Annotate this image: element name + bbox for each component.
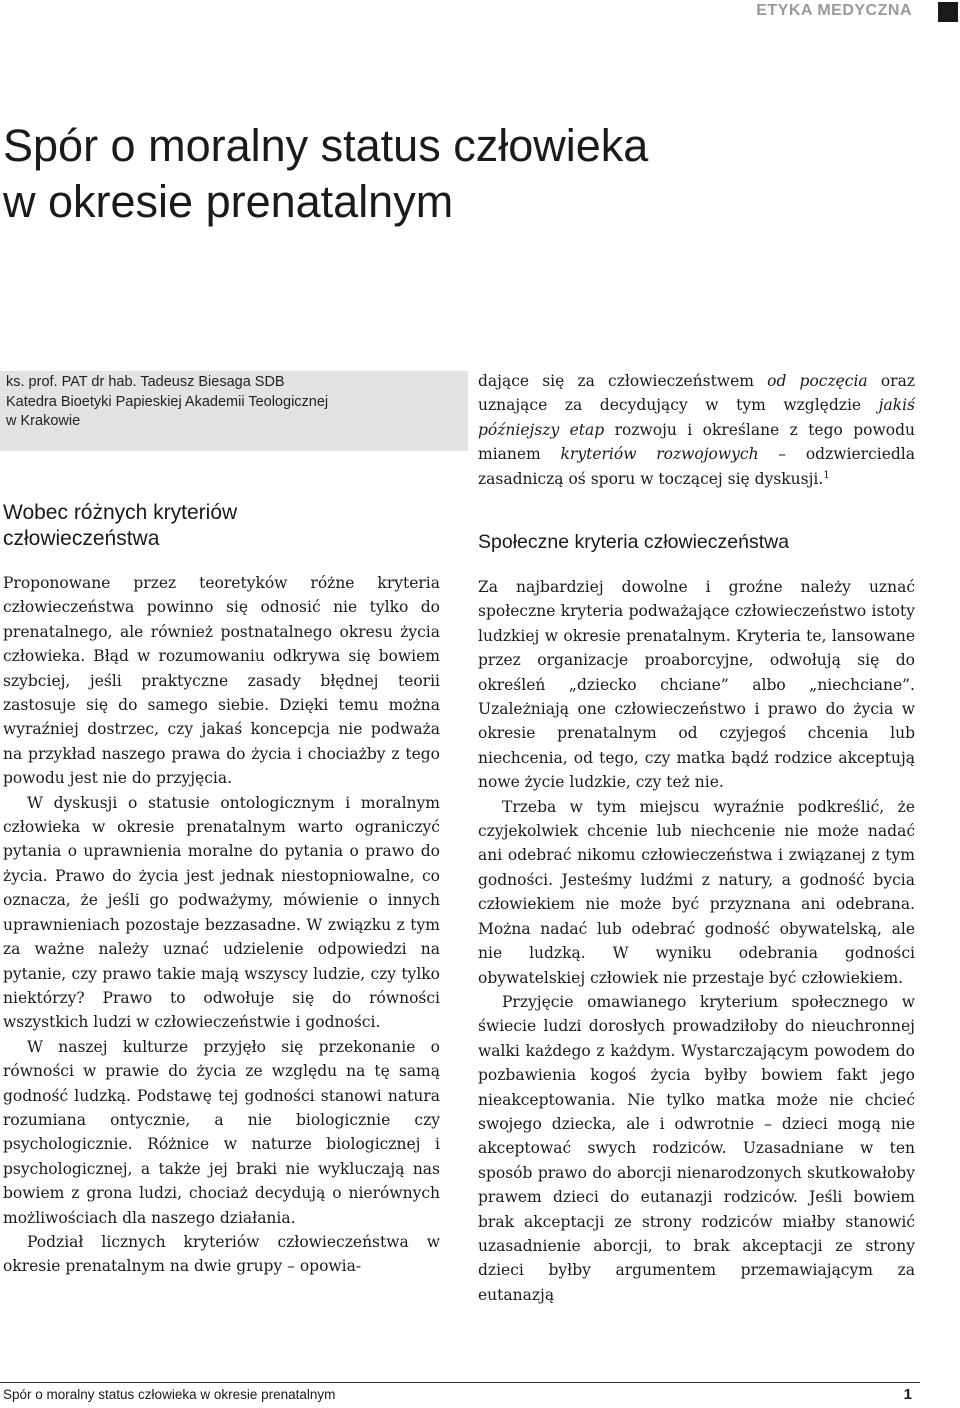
footnote-reference[interactable]: 1 <box>823 469 830 481</box>
section-heading-1 <box>3 500 443 552</box>
article-title <box>3 118 903 230</box>
page-number: 1 <box>903 1386 912 1403</box>
emphasis: jakiś późniejszy etap <box>478 396 915 439</box>
title-line-2: w okresie prenatalnym <box>3 176 454 227</box>
section-heading-2: Społeczne kryteria człowieczeństwa <box>478 531 790 553</box>
footer-divider <box>0 1382 920 1383</box>
title-line-1: Spór o moralny status człowieka <box>3 120 649 171</box>
text-run: – odzwierciedla zasadniczą oś sporu w toczącej się dyskusji. <box>478 445 916 488</box>
section-label: ETYKA MEDYCZNA <box>756 2 912 19</box>
emphasis: od poczęcia <box>767 372 868 390</box>
paragraph: Trzeba w tym miejscu wyraźnie podkreślić, że czyjekolwiek chcenie lub niechcenie nie może nadać ani odebrać nikomu człowieczeństwa i związanej z tym godności. Jesteśmy ludźmi z natury, a godność bycia człowiekiem nie może być przyznana ani odebrana. Można nadać lub odebrać godność obywatelską, ale nie ludzką. W wyniku odebrania godności obywatelskiej człowiek nie przestaje być człowiekiem. <box>478 797 915 987</box>
paragraph: Proponowane przez teoretyków różne kryteria człowieczeństwa powinno się odnosić nie tylko do prenatalnego, ale również postnatalnego okresu życia człowieka. Błąd w rozumowaniu odkrywa się bowiem szybciej, jeśli praktyczne zasady błędnej teorii zastosuje się do samego siebie. Dzięki temu można wyraźniej dostrzec, czy jakaś koncepcja nie podważa na przykład naszego prawa do życia i chociażby z tego powodu jest nie do przyjęcia. <box>3 574 440 788</box>
paragraph: Przyjęcie omawianego kryterium społecznego w świecie ludzi dorosłych prowadziłoby do nieuchronnej walki każdego z każdym. Wystarczającym powodem do pozbawienia kogoś życia byłby bowiem fakt jego nieakceptowania. Nie tylko matka może nie chcieć swojego dziecka, ale i odwrotnie – dzieci mogą nie akceptować swych rodziców. Uzasadniane w ten sposób prawo do aborcji nienarodzonych skutkowałoby prawem dzieci do eutanazji rodziców. Jeśli bowiem brak akceptacji ze strony rodziców miałby stanowić uzasadnienie aborcji, to brak akceptacji ze strony dzieci byłby argumentem przemawiającym za eutanazją <box>478 992 915 1304</box>
running-title: Spór o moralny status człowieka w okresie prenatalnym <box>3 1387 336 1402</box>
author-box <box>0 371 468 451</box>
paragraph: Za najbardziej dowolne i groźne należy uznać społeczne kryteria podważające człowieczeństwo istoty ludzkiej w okresie prenatalnym. Kryteria te, lansowane przez organizacje proaborcyjne, odwołują się do określeń „dziecko chciane” albo „niechciane”. Uzależniają one człowieczeństwo i prawo do życia w okresie prenatalnym od czyjegoś chcenia lub niechcenia, od tego, czy matka bądź rodzice akceptują nowe życie ludzkie, czy też nie. <box>478 578 915 792</box>
text-run: rozwoju i określane z tego powodu mianem <box>478 420 915 464</box>
paragraph: Podział licznych kryteriów człowieczeństwa w okresie prenatalnym na dwie grupy – opowia- <box>3 1232 440 1276</box>
paragraph: W dyskusji o statusie ontologicznym i moralnym człowieka w okresie prenatalnym warto ograniczyć pytania o uprawnienia moralne do pytania o prawo do życia. Prawo do życia jest jednak niestopniowalne, co oznacza, że jeśli go podważymy, mówienie o innych uprawnieniach pozostaje bezzasadne. W związku z tym za ważne należy uznać udzielenie odpowiedzi na pytanie, czy prawo takie mają wszyscy ludzie, czy tylko niektórzy? Prawo to odwołuje się do równości wszystkich ludzi w człowieczeństwie i godności. <box>3 793 440 1032</box>
left-column <box>3 571 440 1279</box>
section-heading-1-line-1: Wobec różnych kryteriów <box>3 501 238 524</box>
continued-paragraph <box>478 369 915 491</box>
text-run: oraz uznające za decydujący w tym względzie <box>478 372 915 415</box>
text-run: dające się za człowieczeństwem <box>478 372 768 390</box>
paragraph: W naszej kulturze przyjęło się przekonanie o równości w prawie do życia ze względu na tę samą godność ludzką. Podstawę tej godności stanowi natura rozumiana ontycznie, a nie biologicznie czy psychologicznie. Różnice w naturze biologicznej i psychologicznej, a także jej braki nie wykluczają nas bowiem z grona ludzi, chociaż decydują o nierównych możliwościach dla naszego działania. <box>3 1037 440 1227</box>
section-heading-1-line-2: człowieczeństwa <box>3 527 160 550</box>
right-column-section <box>478 575 915 1307</box>
right-column <box>478 369 915 491</box>
author-affiliation-2: w Krakowie <box>6 413 81 429</box>
emphasis: kryteriów rozwojowych <box>560 445 759 464</box>
header-marker <box>938 2 958 22</box>
author-affiliation-1: Katedra Bioetyki Papieskiej Akademii Teologicznej <box>6 393 329 410</box>
author-name: ks. prof. PAT dr hab. Tadeusz Biesaga SDB <box>6 374 285 390</box>
